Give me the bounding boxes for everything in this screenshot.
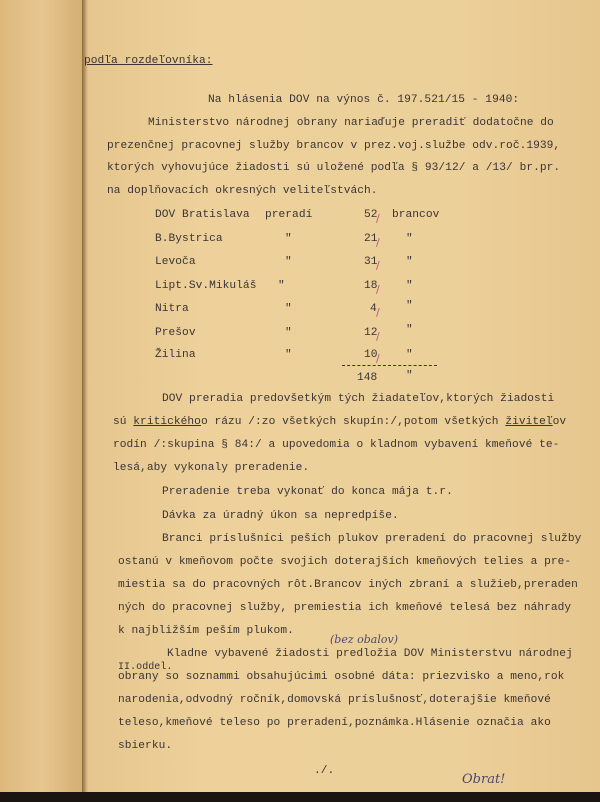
paragraph-line: sbierku. bbox=[118, 740, 173, 752]
paragraph-line: Preradenie treba vykonať do konca mája t.r. bbox=[162, 486, 453, 498]
paragraph-line: DOV preradia predovšetkým tých žiadateľov,ktorých žiadosti bbox=[162, 393, 555, 405]
reference-line: Na hlásenia DOV na výnos č. 197.521/15 - 1940: bbox=[208, 94, 520, 106]
table-place: DOV Bratislava bbox=[155, 209, 250, 221]
intro-line: Ministerstvo národnej obrany nariaďuje preradiť dodatočne do bbox=[148, 117, 554, 129]
table-count: 52 bbox=[364, 209, 378, 221]
table-count: 21 bbox=[364, 233, 378, 245]
table-count: 10 bbox=[364, 349, 378, 361]
paragraph-line: ných do pracovnej služby, premiestia ich kmeňové telesá bez náhrady bbox=[118, 602, 572, 614]
intro-line: prezenčnej pracovnej služby brancov v prez.voj.službe odv.roč.1939, bbox=[107, 140, 561, 152]
table-count: 18 bbox=[364, 280, 378, 292]
handwritten-insert: II.oddel. bbox=[118, 662, 173, 673]
paragraph-line: ostanú v kmeňovom počte svojich doterajších kmeňových telies a pre- bbox=[118, 556, 572, 568]
table-count: 12 bbox=[364, 327, 378, 339]
table-unit: " bbox=[406, 324, 413, 336]
check-mark: / bbox=[376, 330, 380, 343]
table-unit: " bbox=[406, 300, 413, 312]
table-total: 148 bbox=[357, 372, 378, 384]
text: sú bbox=[113, 416, 134, 428]
table-count: 4 bbox=[370, 303, 377, 315]
paragraph-line: Dávka za úradný úkon sa nepredpíše. bbox=[162, 510, 399, 522]
paragraph-line: miestia sa do pracovných rôt.Brancov iných zbraní a služieb,preraden bbox=[118, 579, 578, 591]
paragraph-line: rodín /:skupina § 84:/ a upovedomia o kladnom vybavení kmeňové te- bbox=[113, 439, 560, 451]
paragraph-line: Branci príslušníci peších plukov preradení do pracovnej služby bbox=[162, 533, 582, 545]
handwritten-note: Obrat! bbox=[462, 772, 506, 787]
table-count: 31 bbox=[364, 256, 378, 268]
text: ov bbox=[552, 416, 567, 428]
table-place: Lipt.Sv.Mikuláš bbox=[155, 280, 257, 292]
check-mark: / bbox=[376, 283, 380, 296]
table-place: Prešov bbox=[155, 327, 196, 339]
paragraph-line: narodenia,odvodný ročník,domovská príslušnosť,doterajšie kmeňové bbox=[118, 694, 551, 706]
handwritten-insert: (bez obalov) bbox=[330, 633, 399, 646]
paragraph-line: Kladne vybavené žiadosti predložia DOV Ministerstvu národnej bbox=[167, 648, 573, 660]
table-place: Levoča bbox=[155, 256, 196, 268]
check-mark: / bbox=[376, 236, 380, 249]
check-mark: / bbox=[376, 352, 380, 365]
sum-rule bbox=[342, 365, 437, 366]
table-place: Žilina bbox=[155, 349, 196, 361]
table-verb: " bbox=[285, 256, 292, 268]
heading: podľa rozdeľovníka: bbox=[84, 55, 213, 67]
paragraph-line: lesá,aby vykonaly preradenie. bbox=[113, 462, 310, 474]
check-mark: / bbox=[376, 306, 380, 319]
table-verb: " bbox=[278, 280, 285, 292]
table-verb: " bbox=[285, 303, 292, 315]
underlined-text: živiteľ bbox=[505, 416, 553, 428]
table-unit: " bbox=[406, 233, 413, 245]
table-unit: " bbox=[406, 256, 413, 268]
table-unit: brancov bbox=[392, 209, 440, 221]
intro-line: ktorých vyhovujúce žiadosti sú uložené podľa § 93/12/ a /13/ br.pr. bbox=[107, 162, 561, 174]
intro-line: na doplňovacích okresných veliteľstvách. bbox=[107, 185, 378, 197]
check-mark: / bbox=[376, 259, 380, 272]
table-verb: preradí bbox=[265, 209, 313, 221]
paragraph-line bbox=[113, 416, 566, 428]
check-mark: / bbox=[376, 212, 380, 225]
table-place: B.Bystrica bbox=[155, 233, 223, 245]
table-unit: " bbox=[406, 349, 413, 361]
paragraph-line: k najbližším peším plukom. bbox=[118, 625, 294, 637]
paragraph-line: obrany so soznammi obsahujúcimi osobné dáta: priezvisko a meno,rok bbox=[118, 671, 565, 683]
table-unit: " bbox=[406, 280, 413, 292]
text: o rázu /:zo všetkých skupín:/,potom všetkých bbox=[200, 416, 506, 428]
table-verb: " bbox=[285, 233, 292, 245]
table-verb: " bbox=[285, 327, 292, 339]
underlying-page-edge bbox=[0, 0, 82, 792]
underlined-text: kritického bbox=[133, 416, 201, 428]
table-verb: " bbox=[285, 349, 292, 361]
table-place: Nitra bbox=[155, 303, 189, 315]
paragraph-line: teleso,kmeňové teleso po preradení,poznámka.Hlásenie označia ako bbox=[118, 717, 551, 729]
continuation-mark: ./. bbox=[314, 765, 335, 777]
table-total-unit: " bbox=[406, 370, 413, 382]
